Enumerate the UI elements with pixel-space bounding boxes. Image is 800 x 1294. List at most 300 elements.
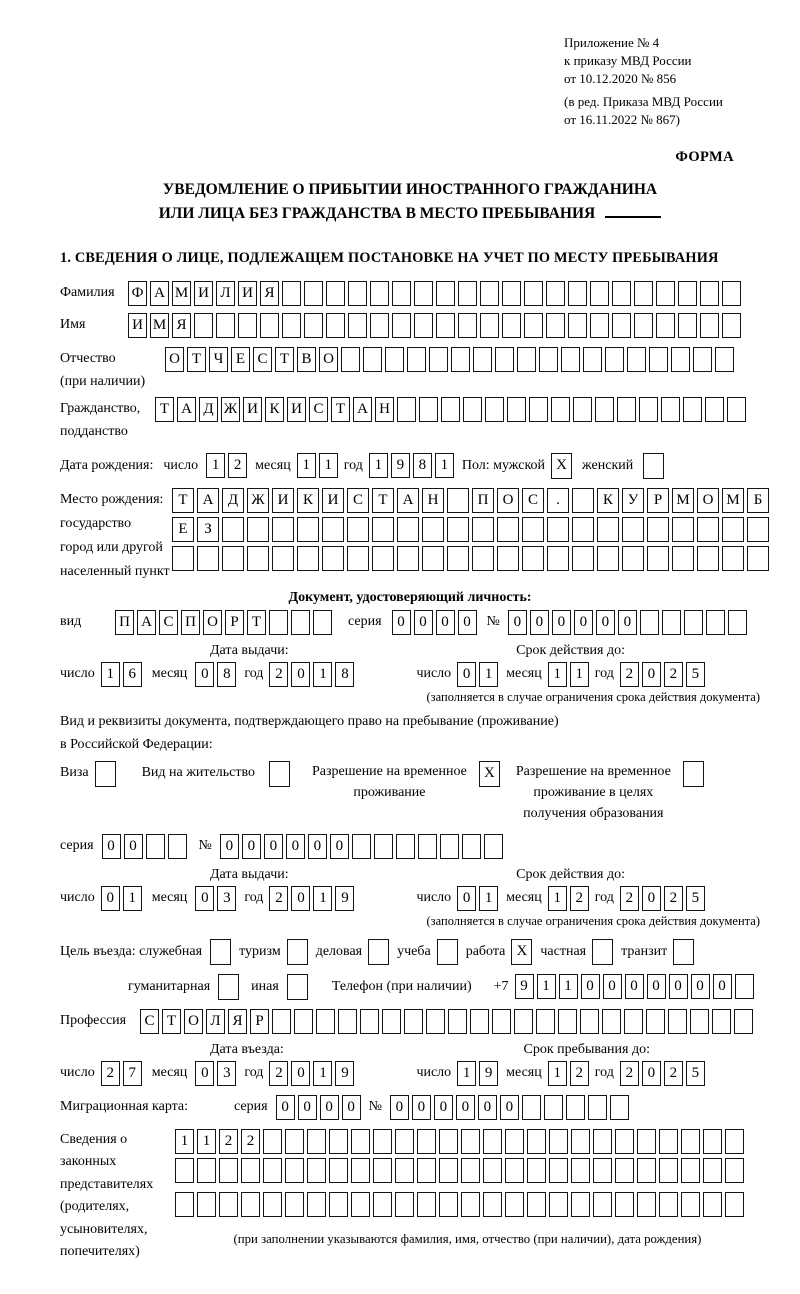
char-cell[interactable] bbox=[622, 517, 644, 542]
char-cell[interactable] bbox=[329, 1129, 348, 1154]
char-cell[interactable] bbox=[725, 1129, 744, 1154]
char-cell[interactable] bbox=[527, 1158, 546, 1183]
char-cell[interactable]: 0 bbox=[574, 610, 593, 635]
char-cell[interactable]: 2 bbox=[664, 662, 683, 687]
migration-series-input[interactable] bbox=[276, 1095, 361, 1120]
char-cell[interactable]: 0 bbox=[291, 886, 310, 911]
char-cell[interactable] bbox=[583, 347, 602, 372]
char-cell[interactable] bbox=[373, 1158, 392, 1183]
char-cell[interactable] bbox=[348, 313, 367, 338]
char-cell[interactable]: М bbox=[672, 488, 694, 513]
char-cell[interactable] bbox=[422, 517, 444, 542]
char-cell[interactable]: 1 bbox=[101, 662, 120, 687]
char-cell[interactable]: З bbox=[197, 517, 219, 542]
char-cell[interactable]: У bbox=[622, 488, 644, 513]
char-cell[interactable] bbox=[703, 1158, 722, 1183]
char-cell[interactable] bbox=[175, 1192, 194, 1217]
char-cell[interactable]: Р bbox=[250, 1009, 269, 1034]
char-cell[interactable]: О bbox=[319, 347, 338, 372]
char-cell[interactable]: А bbox=[150, 281, 169, 306]
char-cell[interactable] bbox=[549, 1129, 568, 1154]
char-cell[interactable] bbox=[272, 546, 294, 571]
char-cell[interactable] bbox=[483, 1129, 502, 1154]
char-cell[interactable] bbox=[697, 517, 719, 542]
char-cell[interactable]: Ф bbox=[128, 281, 147, 306]
char-cell[interactable] bbox=[502, 281, 521, 306]
purpose-other-checkbox[interactable] bbox=[287, 974, 308, 1000]
char-cell[interactable] bbox=[247, 517, 269, 542]
char-cell[interactable] bbox=[351, 1129, 370, 1154]
char-cell[interactable]: 0 bbox=[242, 834, 261, 859]
char-cell[interactable]: 0 bbox=[195, 886, 214, 911]
residence-valid-year-input[interactable] bbox=[620, 886, 705, 911]
char-cell[interactable] bbox=[272, 1009, 291, 1034]
char-cell[interactable]: 0 bbox=[603, 974, 622, 999]
char-cell[interactable] bbox=[347, 517, 369, 542]
char-cell[interactable] bbox=[417, 1129, 436, 1154]
char-cell[interactable]: М bbox=[172, 281, 191, 306]
char-cell[interactable] bbox=[571, 1129, 590, 1154]
char-cell[interactable]: О bbox=[697, 488, 719, 513]
char-cell[interactable]: 0 bbox=[530, 610, 549, 635]
char-cell[interactable]: 9 bbox=[479, 1061, 498, 1086]
char-cell[interactable] bbox=[612, 281, 631, 306]
char-cell[interactable]: Т bbox=[247, 610, 266, 635]
char-cell[interactable]: 9 bbox=[391, 453, 410, 478]
char-cell[interactable] bbox=[703, 1192, 722, 1217]
char-cell[interactable] bbox=[260, 313, 279, 338]
char-cell[interactable] bbox=[461, 1192, 480, 1217]
char-cell[interactable]: 1 bbox=[206, 453, 225, 478]
char-cell[interactable] bbox=[627, 347, 646, 372]
char-cell[interactable]: 0 bbox=[298, 1095, 317, 1120]
char-cell[interactable] bbox=[370, 313, 389, 338]
char-cell[interactable]: 0 bbox=[291, 1061, 310, 1086]
char-cell[interactable] bbox=[429, 347, 448, 372]
char-cell[interactable] bbox=[373, 1129, 392, 1154]
char-cell[interactable]: А bbox=[397, 488, 419, 513]
purpose-transit-checkbox[interactable] bbox=[673, 939, 694, 965]
char-cell[interactable] bbox=[484, 834, 503, 859]
char-cell[interactable] bbox=[572, 517, 594, 542]
char-cell[interactable] bbox=[326, 281, 345, 306]
char-cell[interactable] bbox=[417, 1158, 436, 1183]
char-cell[interactable] bbox=[352, 834, 371, 859]
char-cell[interactable]: 8 bbox=[217, 662, 236, 687]
char-cell[interactable]: 2 bbox=[269, 662, 288, 687]
char-cell[interactable] bbox=[392, 281, 411, 306]
char-cell[interactable]: Н bbox=[375, 397, 394, 422]
char-cell[interactable] bbox=[747, 517, 769, 542]
char-cell[interactable] bbox=[659, 1158, 678, 1183]
char-cell[interactable] bbox=[634, 281, 653, 306]
char-cell[interactable] bbox=[684, 610, 703, 635]
char-cell[interactable] bbox=[222, 517, 244, 542]
doc-issue-month-input[interactable] bbox=[195, 662, 236, 687]
surname-input[interactable] bbox=[128, 281, 741, 306]
char-cell[interactable]: С bbox=[159, 610, 178, 635]
char-cell[interactable] bbox=[372, 546, 394, 571]
purpose-private-checkbox[interactable] bbox=[592, 939, 613, 965]
char-cell[interactable]: 0 bbox=[220, 834, 239, 859]
char-cell[interactable]: 0 bbox=[647, 974, 666, 999]
char-cell[interactable]: Т bbox=[162, 1009, 181, 1034]
char-cell[interactable]: 0 bbox=[264, 834, 283, 859]
char-cell[interactable] bbox=[705, 397, 724, 422]
char-cell[interactable] bbox=[659, 1192, 678, 1217]
char-cell[interactable]: 0 bbox=[500, 1095, 519, 1120]
char-cell[interactable] bbox=[681, 1129, 700, 1154]
char-cell[interactable] bbox=[462, 834, 481, 859]
char-cell[interactable]: 2 bbox=[228, 453, 247, 478]
char-cell[interactable]: 2 bbox=[570, 1061, 589, 1086]
char-cell[interactable]: И bbox=[287, 397, 306, 422]
char-cell[interactable] bbox=[572, 488, 594, 513]
char-cell[interactable]: 5 bbox=[686, 1061, 705, 1086]
char-cell[interactable] bbox=[547, 517, 569, 542]
char-cell[interactable] bbox=[480, 313, 499, 338]
char-cell[interactable]: П bbox=[115, 610, 134, 635]
char-cell[interactable]: 1 bbox=[175, 1129, 194, 1154]
char-cell[interactable]: Т bbox=[172, 488, 194, 513]
char-cell[interactable] bbox=[397, 546, 419, 571]
char-cell[interactable] bbox=[615, 1192, 634, 1217]
char-cell[interactable]: 2 bbox=[269, 1061, 288, 1086]
char-cell[interactable] bbox=[634, 313, 653, 338]
char-cell[interactable] bbox=[216, 313, 235, 338]
char-cell[interactable] bbox=[297, 517, 319, 542]
char-cell[interactable] bbox=[447, 488, 469, 513]
char-cell[interactable] bbox=[316, 1009, 335, 1034]
char-cell[interactable] bbox=[727, 397, 746, 422]
char-cell[interactable]: С bbox=[140, 1009, 159, 1034]
doc-valid-month-input[interactable] bbox=[548, 662, 589, 687]
char-cell[interactable]: 0 bbox=[457, 886, 476, 911]
char-cell[interactable] bbox=[351, 1192, 370, 1217]
char-cell[interactable] bbox=[505, 1129, 524, 1154]
char-cell[interactable]: Т bbox=[372, 488, 394, 513]
char-cell[interactable] bbox=[483, 1192, 502, 1217]
char-cell[interactable] bbox=[597, 546, 619, 571]
purpose-tourism-checkbox[interactable] bbox=[287, 939, 308, 965]
stay-year-input[interactable] bbox=[620, 1061, 705, 1086]
char-cell[interactable] bbox=[725, 1192, 744, 1217]
char-cell[interactable] bbox=[722, 281, 741, 306]
char-cell[interactable] bbox=[372, 517, 394, 542]
temp-residence-checkbox[interactable]: X bbox=[479, 761, 500, 787]
phone-input[interactable] bbox=[515, 974, 754, 999]
residence-number-input[interactable] bbox=[220, 834, 503, 859]
sex-male-checkbox[interactable]: X bbox=[551, 453, 572, 479]
citizenship-input[interactable] bbox=[155, 397, 746, 422]
char-cell[interactable] bbox=[659, 1129, 678, 1154]
char-cell[interactable] bbox=[593, 1192, 612, 1217]
char-cell[interactable] bbox=[580, 1009, 599, 1034]
char-cell[interactable]: 8 bbox=[413, 453, 432, 478]
char-cell[interactable]: И bbox=[194, 281, 213, 306]
char-cell[interactable]: Р bbox=[225, 610, 244, 635]
char-cell[interactable]: 6 bbox=[123, 662, 142, 687]
char-cell[interactable]: М bbox=[150, 313, 169, 338]
char-cell[interactable]: Е bbox=[172, 517, 194, 542]
char-cell[interactable] bbox=[522, 517, 544, 542]
char-cell[interactable]: 0 bbox=[414, 610, 433, 635]
given-name-input[interactable] bbox=[128, 313, 741, 338]
char-cell[interactable] bbox=[492, 1009, 511, 1034]
char-cell[interactable] bbox=[747, 546, 769, 571]
char-cell[interactable] bbox=[566, 1095, 585, 1120]
char-cell[interactable] bbox=[363, 347, 382, 372]
char-cell[interactable]: Л bbox=[216, 281, 235, 306]
char-cell[interactable] bbox=[385, 347, 404, 372]
char-cell[interactable] bbox=[715, 347, 734, 372]
char-cell[interactable] bbox=[282, 313, 301, 338]
char-cell[interactable] bbox=[547, 546, 569, 571]
birth-month-input[interactable] bbox=[297, 453, 338, 478]
char-cell[interactable] bbox=[285, 1158, 304, 1183]
char-cell[interactable] bbox=[297, 546, 319, 571]
char-cell[interactable] bbox=[497, 517, 519, 542]
char-cell[interactable] bbox=[322, 546, 344, 571]
char-cell[interactable]: 1 bbox=[548, 1061, 567, 1086]
char-cell[interactable]: Ж bbox=[247, 488, 269, 513]
char-cell[interactable] bbox=[639, 397, 658, 422]
char-cell[interactable]: К bbox=[265, 397, 284, 422]
char-cell[interactable] bbox=[395, 1129, 414, 1154]
residence-valid-month-input[interactable] bbox=[548, 886, 589, 911]
char-cell[interactable]: 0 bbox=[124, 834, 143, 859]
legal-reps-row1-input[interactable] bbox=[175, 1129, 744, 1154]
char-cell[interactable]: Т bbox=[331, 397, 350, 422]
char-cell[interactable] bbox=[668, 1009, 687, 1034]
char-cell[interactable]: 1 bbox=[548, 662, 567, 687]
char-cell[interactable] bbox=[458, 281, 477, 306]
char-cell[interactable] bbox=[219, 1158, 238, 1183]
char-cell[interactable] bbox=[637, 1129, 656, 1154]
char-cell[interactable] bbox=[622, 546, 644, 571]
birthplace-row2-input[interactable] bbox=[172, 517, 769, 542]
char-cell[interactable] bbox=[678, 313, 697, 338]
char-cell[interactable] bbox=[681, 1158, 700, 1183]
char-cell[interactable]: 0 bbox=[286, 834, 305, 859]
purpose-work-checkbox[interactable]: X bbox=[511, 939, 532, 965]
char-cell[interactable] bbox=[348, 281, 367, 306]
char-cell[interactable] bbox=[382, 1009, 401, 1034]
char-cell[interactable] bbox=[407, 347, 426, 372]
profession-input[interactable] bbox=[140, 1009, 753, 1034]
char-cell[interactable]: Б bbox=[747, 488, 769, 513]
char-cell[interactable]: 1 bbox=[479, 662, 498, 687]
char-cell[interactable] bbox=[640, 610, 659, 635]
legal-reps-row3-input[interactable] bbox=[175, 1192, 744, 1217]
doc-valid-day-input[interactable] bbox=[457, 662, 498, 687]
stay-month-input[interactable] bbox=[548, 1061, 589, 1086]
char-cell[interactable] bbox=[272, 517, 294, 542]
char-cell[interactable] bbox=[483, 1158, 502, 1183]
char-cell[interactable]: И bbox=[243, 397, 262, 422]
char-cell[interactable] bbox=[146, 834, 165, 859]
char-cell[interactable]: Д bbox=[222, 488, 244, 513]
char-cell[interactable] bbox=[712, 1009, 731, 1034]
char-cell[interactable]: 7 bbox=[123, 1061, 142, 1086]
char-cell[interactable]: Т bbox=[187, 347, 206, 372]
birthplace-row1-input[interactable] bbox=[172, 488, 769, 513]
char-cell[interactable]: 1 bbox=[548, 886, 567, 911]
char-cell[interactable] bbox=[175, 1158, 194, 1183]
char-cell[interactable]: 1 bbox=[479, 886, 498, 911]
char-cell[interactable] bbox=[546, 313, 565, 338]
char-cell[interactable]: 0 bbox=[342, 1095, 361, 1120]
char-cell[interactable] bbox=[593, 1129, 612, 1154]
char-cell[interactable] bbox=[706, 610, 725, 635]
char-cell[interactable] bbox=[418, 834, 437, 859]
char-cell[interactable] bbox=[395, 1158, 414, 1183]
char-cell[interactable] bbox=[291, 610, 310, 635]
char-cell[interactable]: 3 bbox=[217, 1061, 236, 1086]
char-cell[interactable]: 2 bbox=[620, 886, 639, 911]
char-cell[interactable] bbox=[637, 1158, 656, 1183]
char-cell[interactable] bbox=[624, 1009, 643, 1034]
char-cell[interactable] bbox=[693, 347, 712, 372]
char-cell[interactable]: 0 bbox=[308, 834, 327, 859]
char-cell[interactable]: 2 bbox=[269, 886, 288, 911]
char-cell[interactable] bbox=[241, 1158, 260, 1183]
char-cell[interactable] bbox=[341, 347, 360, 372]
char-cell[interactable]: 0 bbox=[101, 886, 120, 911]
char-cell[interactable] bbox=[568, 281, 587, 306]
residence-issue-month-input[interactable] bbox=[195, 886, 236, 911]
char-cell[interactable] bbox=[338, 1009, 357, 1034]
char-cell[interactable] bbox=[571, 1158, 590, 1183]
char-cell[interactable] bbox=[527, 1129, 546, 1154]
char-cell[interactable]: И bbox=[322, 488, 344, 513]
char-cell[interactable]: Я bbox=[172, 313, 191, 338]
legal-reps-row2-input[interactable] bbox=[175, 1158, 744, 1183]
char-cell[interactable] bbox=[502, 313, 521, 338]
char-cell[interactable] bbox=[448, 1009, 467, 1034]
char-cell[interactable]: 1 bbox=[313, 1061, 332, 1086]
char-cell[interactable] bbox=[360, 1009, 379, 1034]
char-cell[interactable] bbox=[546, 281, 565, 306]
residence-issue-year-input[interactable] bbox=[269, 886, 354, 911]
char-cell[interactable] bbox=[263, 1129, 282, 1154]
char-cell[interactable]: 0 bbox=[642, 662, 661, 687]
char-cell[interactable] bbox=[461, 1158, 480, 1183]
char-cell[interactable] bbox=[549, 1158, 568, 1183]
char-cell[interactable]: 0 bbox=[276, 1095, 295, 1120]
char-cell[interactable] bbox=[678, 281, 697, 306]
char-cell[interactable] bbox=[414, 313, 433, 338]
char-cell[interactable] bbox=[441, 397, 460, 422]
char-cell[interactable]: 0 bbox=[596, 610, 615, 635]
char-cell[interactable]: 0 bbox=[436, 610, 455, 635]
char-cell[interactable] bbox=[734, 1009, 753, 1034]
visa-checkbox[interactable] bbox=[95, 761, 116, 787]
doc-issue-year-input[interactable] bbox=[269, 662, 354, 687]
char-cell[interactable] bbox=[197, 1192, 216, 1217]
char-cell[interactable]: . bbox=[547, 488, 569, 513]
char-cell[interactable]: 0 bbox=[434, 1095, 453, 1120]
char-cell[interactable] bbox=[671, 347, 690, 372]
char-cell[interactable]: Я bbox=[260, 281, 279, 306]
char-cell[interactable] bbox=[397, 517, 419, 542]
char-cell[interactable] bbox=[307, 1158, 326, 1183]
temp-residence-edu-checkbox[interactable] bbox=[683, 761, 704, 787]
char-cell[interactable] bbox=[241, 1192, 260, 1217]
char-cell[interactable] bbox=[725, 1158, 744, 1183]
purpose-business-checkbox[interactable] bbox=[368, 939, 389, 965]
char-cell[interactable]: А bbox=[177, 397, 196, 422]
char-cell[interactable] bbox=[568, 313, 587, 338]
char-cell[interactable] bbox=[322, 517, 344, 542]
char-cell[interactable] bbox=[561, 347, 580, 372]
char-cell[interactable]: 0 bbox=[390, 1095, 409, 1120]
char-cell[interactable] bbox=[461, 1129, 480, 1154]
char-cell[interactable] bbox=[436, 313, 455, 338]
residence-valid-day-input[interactable] bbox=[457, 886, 498, 911]
char-cell[interactable]: 0 bbox=[102, 834, 121, 859]
char-cell[interactable]: 2 bbox=[219, 1129, 238, 1154]
char-cell[interactable] bbox=[282, 281, 301, 306]
char-cell[interactable] bbox=[647, 517, 669, 542]
char-cell[interactable] bbox=[514, 1009, 533, 1034]
char-cell[interactable]: 1 bbox=[319, 453, 338, 478]
char-cell[interactable]: С bbox=[309, 397, 328, 422]
char-cell[interactable]: 3 bbox=[217, 886, 236, 911]
stay-day-input[interactable] bbox=[457, 1061, 498, 1086]
char-cell[interactable] bbox=[472, 517, 494, 542]
char-cell[interactable] bbox=[472, 546, 494, 571]
char-cell[interactable] bbox=[458, 313, 477, 338]
char-cell[interactable] bbox=[222, 546, 244, 571]
char-cell[interactable] bbox=[661, 397, 680, 422]
char-cell[interactable]: 0 bbox=[552, 610, 571, 635]
char-cell[interactable]: О bbox=[165, 347, 184, 372]
char-cell[interactable] bbox=[647, 546, 669, 571]
char-cell[interactable] bbox=[307, 1129, 326, 1154]
doc-number-input[interactable] bbox=[508, 610, 747, 635]
char-cell[interactable] bbox=[722, 313, 741, 338]
char-cell[interactable]: 1 bbox=[197, 1129, 216, 1154]
char-cell[interactable] bbox=[573, 397, 592, 422]
char-cell[interactable]: 0 bbox=[457, 662, 476, 687]
char-cell[interactable] bbox=[247, 546, 269, 571]
char-cell[interactable] bbox=[307, 1192, 326, 1217]
char-cell[interactable] bbox=[304, 281, 323, 306]
birthplace-row3-input[interactable] bbox=[172, 546, 769, 571]
char-cell[interactable] bbox=[662, 610, 681, 635]
char-cell[interactable] bbox=[480, 281, 499, 306]
char-cell[interactable]: 1 bbox=[537, 974, 556, 999]
char-cell[interactable]: Д bbox=[199, 397, 218, 422]
char-cell[interactable]: 0 bbox=[392, 610, 411, 635]
char-cell[interactable]: А bbox=[137, 610, 156, 635]
doc-issue-day-input[interactable] bbox=[101, 662, 142, 687]
char-cell[interactable] bbox=[447, 517, 469, 542]
char-cell[interactable]: 2 bbox=[101, 1061, 120, 1086]
char-cell[interactable] bbox=[697, 546, 719, 571]
char-cell[interactable]: 0 bbox=[458, 610, 477, 635]
char-cell[interactable]: 0 bbox=[618, 610, 637, 635]
doc-valid-year-input[interactable] bbox=[620, 662, 705, 687]
char-cell[interactable]: И bbox=[128, 313, 147, 338]
char-cell[interactable]: Т bbox=[155, 397, 174, 422]
char-cell[interactable] bbox=[656, 313, 675, 338]
char-cell[interactable] bbox=[172, 546, 194, 571]
char-cell[interactable]: 0 bbox=[713, 974, 732, 999]
entry-day-input[interactable] bbox=[101, 1061, 142, 1086]
char-cell[interactable] bbox=[419, 397, 438, 422]
